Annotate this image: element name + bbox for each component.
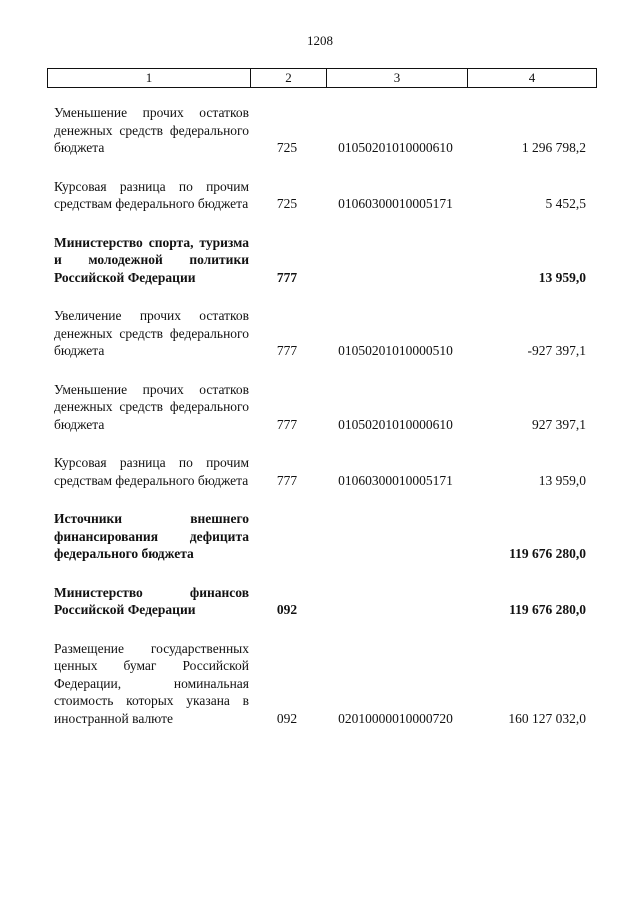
row-name: Размещение государственных ценных бумаг Российской Федерации, номинальная стоимость которых указана в иностранной валюте — [54, 640, 249, 726]
row-name: Министерство финансов Российской Федерации — [54, 584, 249, 617]
row-amount: 5 452,5 — [545, 196, 586, 211]
row-code: 092 — [276, 602, 298, 617]
budget-table — [47, 68, 597, 748]
header-col-1: 1 — [48, 69, 251, 87]
row-amount: 160 127 032,0 — [508, 710, 586, 726]
row-kbk: 01060300010005171 — [338, 196, 453, 211]
table-row — [47, 584, 597, 619]
table-header — [47, 68, 597, 88]
table-row — [47, 454, 597, 489]
table-row — [47, 510, 597, 563]
row-amount: 119 676 280,0 — [509, 546, 586, 561]
row-name: Источники внешнего финансирования дефицита федерального бюджета — [54, 511, 249, 561]
row-name: Курсовая разница по прочим средствам федерального бюджета — [54, 455, 249, 488]
header-col-2: 2 — [251, 69, 327, 87]
row-kbk: 02010000010000720 — [338, 710, 453, 726]
table-body — [47, 104, 597, 727]
row-amount: 1 296 798,2 — [521, 140, 586, 155]
header-col-4: 4 — [528, 70, 536, 85]
row-amount: 119 676 280,0 — [509, 602, 586, 617]
row-kbk: 01050201010000610 — [338, 140, 453, 155]
table-row — [47, 307, 597, 360]
row-amount: 13 959,0 — [538, 269, 586, 285]
row-kbk: 01050201010000610 — [338, 416, 453, 432]
row-amount: 13 959,0 — [538, 472, 586, 488]
row-kbk: 01060300010005171 — [338, 472, 453, 488]
row-name: Министерство спорта, туризма и молодежной политики Российской Федерации — [54, 234, 249, 285]
row-code: 777 — [276, 472, 298, 488]
row-code: 777 — [276, 343, 298, 358]
row-name: Уменьшение прочих остатков денежных средств федерального бюджета — [54, 105, 249, 155]
table-row — [47, 178, 597, 213]
row-kbk: 01050201010000510 — [338, 343, 453, 358]
row-name: Курсовая разница по прочим средствам федерального бюджета — [54, 178, 249, 211]
row-code: 777 — [276, 416, 298, 432]
row-amount: -927 397,1 — [527, 343, 586, 358]
table-row — [47, 104, 597, 157]
row-code: 092 — [276, 710, 298, 726]
page-number: 1208 — [307, 33, 333, 48]
row-name: Уменьшение прочих остатков денежных средств федерального бюджета — [54, 381, 249, 432]
row-amount: 927 397,1 — [532, 416, 586, 432]
table-row — [47, 234, 597, 287]
row-name: Увеличение прочих остатков денежных средств федерального бюджета — [54, 308, 249, 358]
row-code: 777 — [276, 269, 298, 285]
table-row — [47, 381, 597, 434]
table-row — [47, 640, 597, 728]
header-col-3: 3 — [327, 69, 468, 87]
row-code: 725 — [276, 140, 298, 155]
row-code: 725 — [276, 196, 298, 211]
